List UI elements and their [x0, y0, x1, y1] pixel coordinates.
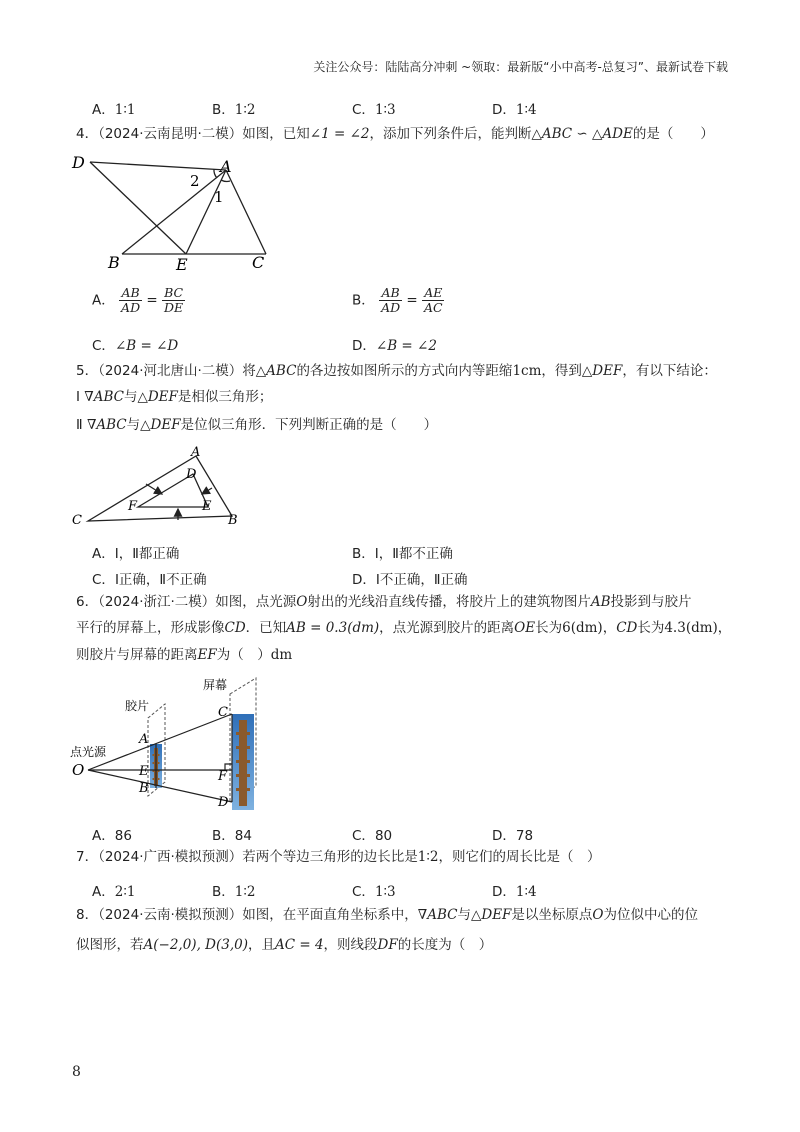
q5-label-d: D — [186, 467, 197, 482]
q3-option-a[interactable]: A．1∶1 — [92, 102, 136, 118]
q7-option-c[interactable]: C．1∶3 — [352, 884, 396, 900]
q6-label-a: A — [139, 732, 149, 747]
q4-label-a: A — [220, 157, 232, 176]
q4-option-b[interactable]: B． $\frac{AB}{AD}$ = $\frac{AE}{AC}$ — [352, 285, 443, 315]
q4-label-d: D — [72, 153, 85, 172]
q4-label-b: B — [108, 253, 120, 272]
q4-seg-de — [90, 162, 186, 254]
q4-arc-1 — [221, 180, 230, 181]
q6-option-c[interactable]: C．80 — [352, 828, 393, 844]
q8-stem-line1: 8．（2024·云南·模拟预测）如图，在平面直角坐标系中，∇ABC与△DEF是以坐标原点O为位似中心的位 — [76, 907, 698, 923]
q4-arc-2 — [214, 169, 217, 178]
q5-option-b[interactable]: B．Ⅰ，Ⅱ都不正确 — [352, 546, 453, 562]
q6-label-source: 点光源 — [70, 745, 107, 759]
q5-label-b: B — [228, 513, 238, 528]
q6-option-b[interactable]: B．84 — [212, 828, 252, 844]
q5-label-a: A — [191, 445, 201, 460]
q4-figure — [60, 150, 290, 275]
q7-option-a[interactable]: A．2∶1 — [92, 884, 136, 900]
q4-seg-ac — [226, 170, 266, 254]
q4-stem: 4．（2024·云南昆明·二模）如图，已知∠1 = ∠2，添加下列条件后，能判断△ABC ∽ △ADE的是（ ） — [76, 126, 714, 142]
q5-figure — [66, 444, 256, 534]
q4-label-c: C — [252, 253, 265, 272]
q6-label-b: B — [139, 781, 149, 796]
q4-opt-b-frac2: $\frac{AE}{AC}$ — [424, 285, 443, 315]
q5-label-e: E — [202, 499, 212, 514]
q4-seg-ab — [122, 170, 226, 254]
q6-label-c: C — [218, 705, 228, 720]
q4-option-c[interactable]: C．∠B = ∠D — [92, 338, 179, 354]
q4-label-2: 2 — [190, 172, 200, 190]
q6-label-screen: 屏幕 — [203, 678, 228, 692]
q5-option-d[interactable]: D．Ⅰ不正确，Ⅱ正确 — [352, 572, 468, 588]
q6-label-e: E — [139, 764, 149, 779]
page-header: 关注公众号：陆陆高分冲刺 ~领取：最新版“小中高考-总复习”、最新试卷下载 — [313, 60, 728, 74]
q4-opt-a-frac2: $\frac{BC}{DE}$ — [164, 285, 184, 315]
q6-stem-line1: 6．（2024·浙江·二模）如图，点光源O射出的光线沿直线传播，将胶片上的建筑物图片AB投影到与胶片 — [76, 594, 692, 610]
q6-figure — [70, 674, 270, 814]
q5-option-a[interactable]: A．Ⅰ，Ⅱ都正确 — [92, 546, 180, 562]
q4-option-d[interactable]: D．∠B = ∠2 — [352, 338, 437, 354]
q7-option-b[interactable]: B．1∶2 — [212, 884, 256, 900]
q6-label-o: O — [72, 761, 85, 779]
q6-label-f: F — [218, 769, 228, 784]
page-number: 8 — [72, 1064, 81, 1080]
q4-opt-b-frac1: $\frac{AB}{AD}$ — [381, 285, 401, 315]
q6-label-film: 胶片 — [125, 699, 150, 713]
q6-stem-line3: 则胶片与屏幕的距离EF为（ ）dm — [76, 647, 293, 663]
q4-option-a[interactable]: A． $\frac{AB}{AD}$ = $\frac{BC}{DE}$ — [92, 285, 184, 315]
q4-seg-da — [90, 162, 226, 170]
q7-stem: 7．（2024·广西·模拟预测）若两个等边三角形的边长比是1∶2，则它们的周长比是（ ） — [76, 849, 601, 865]
q8-stem-line2: 似图形，若A(−2,0), D(3,0)，且AC = 4，则线段DF的长度为（ ） — [76, 937, 493, 953]
q4-label-e: E — [176, 255, 188, 274]
q6-stem-line2: 平行的屏幕上，形成影像CD．已知AB = 0.3(dm)，点光源到胶片的距离OE长为6(dm)，CD长为4.3(dm)， — [76, 620, 732, 636]
q6-label-d: D — [218, 795, 229, 810]
q4-label-1: 1 — [214, 188, 224, 206]
q5-conclusion-2: Ⅱ ∇ABC与△DEF是位似三角形．下列判断正确的是（ ） — [76, 417, 438, 433]
q4-opt-a-frac1: $\frac{AB}{AD}$ — [121, 285, 141, 315]
q7-option-d[interactable]: D．1∶4 — [492, 884, 537, 900]
q3-option-d[interactable]: D．1∶4 — [492, 102, 537, 118]
q5-option-c[interactable]: C．Ⅰ正确，Ⅱ不正确 — [92, 572, 207, 588]
q5-arrow-left — [146, 484, 162, 494]
q5-conclusion-1: Ⅰ ∇ABC与△DEF是相似三角形； — [76, 389, 273, 405]
q5-label-f: F — [128, 499, 138, 514]
q3-option-c[interactable]: C．1∶3 — [352, 102, 396, 118]
q6-option-a[interactable]: A．86 — [92, 828, 132, 844]
q6-option-d[interactable]: D．78 — [492, 828, 534, 844]
q3-option-b[interactable]: B．1∶2 — [212, 102, 256, 118]
q5-triangle-def — [138, 474, 208, 507]
q5-arrow-right — [202, 488, 212, 494]
q5-label-c: C — [72, 513, 82, 528]
q5-stem: 5．（2024·河北唐山·二模）将△ABC的各边按如图所示的方式向内等距缩1cm，得到△DEF，有以下结论： — [76, 363, 717, 379]
